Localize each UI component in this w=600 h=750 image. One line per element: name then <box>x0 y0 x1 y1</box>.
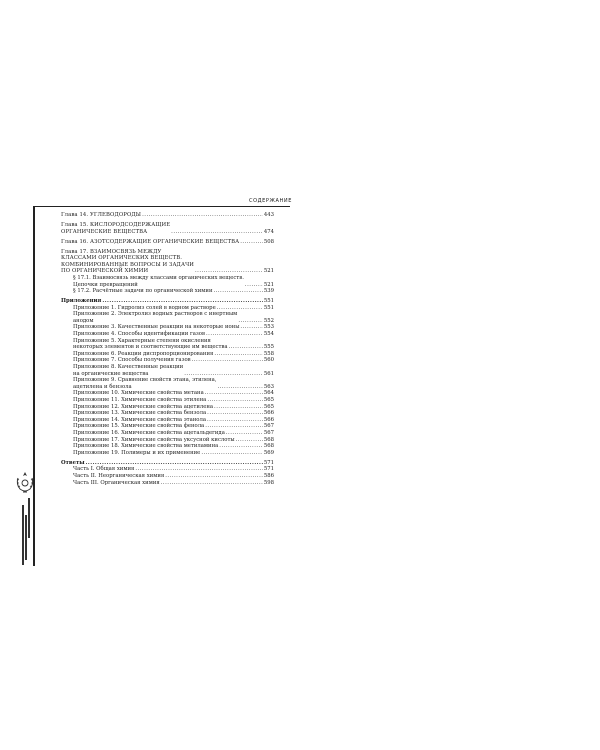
appendix-title: Приложения <box>61 298 102 305</box>
appendix-item-title: Приложение 19. Полимеры и их применение <box>73 449 201 456</box>
leader-dots <box>165 473 263 480</box>
chapter-16-entry[interactable] <box>61 239 274 246</box>
appendix-item-page: 551 <box>263 304 274 311</box>
appendix-item-page: 561 <box>263 370 274 377</box>
appendix-item-title: Приложение 1. Гидролиз солей в водном растворе <box>73 304 216 311</box>
answers-item-title: Часть III. Органическая химия <box>73 479 160 486</box>
leader-dots <box>226 430 263 437</box>
chapter-15-title: КИСЛОРОДСОДЕРЖАЩИЕ ОРГАНИЧЕСКИЕ ВЕЩЕСТВА <box>61 221 171 235</box>
chapter-14-entry[interactable] <box>61 212 274 219</box>
leader-dots <box>161 480 263 487</box>
answers-item-title: Часть II. Неорганическая химия <box>73 472 165 479</box>
appendix-item-page: 568 <box>263 436 274 443</box>
leader-dots <box>238 318 263 325</box>
appendix-item-entry[interactable] <box>61 305 274 312</box>
leader-dots <box>102 298 263 305</box>
leader-dots <box>207 397 263 404</box>
answers-list <box>61 466 274 486</box>
appendix-item-title: Приложение 8. Качественные реакции на органические вещества <box>73 364 184 377</box>
leader-dots <box>135 466 263 473</box>
side-rule <box>33 206 35 566</box>
answers-item-title: Часть I. Общая химия <box>73 466 135 473</box>
appendix-item-entry[interactable] <box>61 338 274 351</box>
appendix-item-title: Приложение 17. Химические свойства уксусной кислоты <box>73 436 235 443</box>
answers-title: Ответы <box>61 459 85 466</box>
appendix-item-page: 566 <box>263 410 274 417</box>
appendix-item-page: 565 <box>263 397 274 403</box>
chapter-15-page: 474 <box>263 228 274 235</box>
section-17-1-page: 521 <box>263 281 274 288</box>
appendix-item-title: Приложение 10. Химические свойства метана <box>73 390 204 397</box>
leader-dots <box>214 351 263 358</box>
appendix-item-title: Приложение 11. Химические свойства этилена <box>73 397 207 403</box>
chapter-15-prefix: Глава 15. <box>61 221 89 228</box>
chapter-17-entry[interactable] <box>61 249 274 275</box>
appendix-item-page: 554 <box>263 331 274 338</box>
leader-dots <box>184 371 263 378</box>
appendix-item-title: Приложение 7. Способы получения газов <box>73 357 191 364</box>
appendix-item-title: Приложение 9. Сравнение свойств этана, этилена, ацетилена и бензола <box>73 377 217 390</box>
chapter-14-prefix: Глава 14. <box>61 212 89 218</box>
chapter-17-title: ВЗАИМОСВЯЗЬ МЕЖДУ КЛАССАМИ ОРГАНИЧЕСКИХ ВЕЩЕСТВ. КОМБИНИРОВАННЫЕ ВОПРОСЫ И ЗАДАЧИ ПО ОРГАНИЧЕСКОЙ ХИМИИ <box>61 248 194 275</box>
leader-dots <box>240 324 262 331</box>
appendix-item-page: 558 <box>263 350 274 357</box>
appendix-item-entry[interactable] <box>61 390 274 397</box>
answers-item-entry[interactable] <box>61 480 274 487</box>
leader-dots <box>214 404 263 411</box>
chapter-16-title: АЗОТСОДЕРЖАЩИЕ ОРГАНИЧЕСКИЕ ВЕЩЕСТВА <box>89 238 240 245</box>
section-17-1-entry[interactable] <box>61 275 274 288</box>
leader-dots <box>142 212 263 219</box>
appendix-item-title: Приложение 4. Способы идентификации газов <box>73 331 205 338</box>
answers-item-page: 571 <box>263 466 274 473</box>
ornament-line-3 <box>28 498 30 538</box>
leader-dots <box>245 282 263 289</box>
appendix-entry[interactable] <box>61 298 274 305</box>
appendix-item-title: Приложение 2. Электролиз водных растворов с инертным анодом <box>73 311 238 324</box>
chapter-16-prefix: Глава 16. <box>61 238 89 245</box>
appendix-item-page: 560 <box>263 357 274 364</box>
appendix-item-entry[interactable] <box>61 423 274 430</box>
ornament-line-2 <box>25 515 27 560</box>
answers-page: 571 <box>263 459 274 466</box>
appendix-item-page: 565 <box>263 403 274 410</box>
appendix-item-page: 563 <box>263 383 274 390</box>
appendix-list <box>61 305 274 457</box>
appendix-item-page: 569 <box>263 449 274 456</box>
appendix-item-page: 553 <box>263 324 274 331</box>
leader-dots <box>205 423 263 430</box>
leader-dots <box>195 268 263 275</box>
appendix-item-entry[interactable] <box>61 443 274 450</box>
appendix-item-entry[interactable] <box>61 410 274 417</box>
leader-dots <box>207 417 263 424</box>
appendix-item-page: 566 <box>263 416 274 423</box>
header-rule <box>33 206 290 207</box>
appendix-item-page: 568 <box>263 443 274 450</box>
appendix-item-title: Приложение 5. Характерные степени окисления некоторых элементов и соответствующие им вещества <box>73 337 228 351</box>
chapter-17-page: 521 <box>263 268 274 275</box>
running-header: СОДЕРЖАНИЕ <box>249 198 292 204</box>
section-17-2-title: § 17.2. Расчётные задачи по органической химии <box>73 288 213 295</box>
answers-item-entry[interactable] <box>61 466 274 473</box>
leader-dots <box>205 390 263 397</box>
section-17-2-page: 539 <box>263 288 274 295</box>
appendix-item-title: Приложение 12. Химические свойства ацетилена <box>73 403 214 410</box>
leader-dots <box>201 450 263 457</box>
leader-dots <box>218 384 263 391</box>
appendix-item-entry[interactable] <box>61 364 274 377</box>
leader-dots <box>219 443 263 450</box>
chapter-16-page: 508 <box>263 238 274 245</box>
appendix-item-title: Приложение 6. Реакции диспропорционирования <box>73 350 214 357</box>
chapter-14-page: 443 <box>263 212 274 218</box>
appendix-item-entry[interactable] <box>61 357 274 364</box>
answers-item-page: 586 <box>263 472 274 479</box>
appendix-item-page: 552 <box>263 317 274 324</box>
leader-dots <box>171 229 263 236</box>
appendix-item-title: Приложение 13. Химические свойства бензола <box>73 410 207 417</box>
appendix-item-entry[interactable] <box>61 430 274 437</box>
appendix-item-entry[interactable] <box>61 311 274 324</box>
leader-dots <box>207 410 263 417</box>
appendix-item-entry[interactable] <box>61 397 274 404</box>
leader-dots <box>192 357 263 364</box>
leader-dots <box>214 288 263 295</box>
appendix-item-page: 567 <box>263 429 274 436</box>
chapter-14-title: УГЛЕВОДОРОДЫ <box>89 212 142 218</box>
appendix-item-page: 555 <box>263 344 274 351</box>
appendix-item-entry[interactable] <box>61 437 274 444</box>
leader-dots <box>240 239 263 246</box>
leader-dots <box>217 305 263 312</box>
answers-item-page: 598 <box>263 479 274 486</box>
section-17-2-entry[interactable] <box>61 288 274 295</box>
appendix-item-entry[interactable] <box>61 331 274 338</box>
appendix-item-title: Приложение 15. Химические свойства фенола <box>73 423 205 430</box>
leader-dots <box>236 437 263 444</box>
section-17-1-title: § 17.1. Взаимосвязь между классами органических веществ. Цепочки превращений <box>73 274 244 288</box>
appendix-item-title: Приложение 3. Качественные реакции на некоторые ионы <box>73 324 240 331</box>
leader-dots <box>206 331 263 338</box>
appendix-item-page: 567 <box>263 423 274 430</box>
laurel-emblem-icon <box>14 470 36 494</box>
appendix-item-entry[interactable] <box>61 450 274 457</box>
chapter-15-entry[interactable] <box>61 222 274 235</box>
answers-item-entry[interactable] <box>61 473 274 480</box>
appendix-page: 551 <box>263 298 274 305</box>
leader-dots <box>229 344 263 351</box>
appendix-item-page: 564 <box>263 390 274 397</box>
chapter-17-prefix: Глава 17. <box>61 248 89 255</box>
appendix-item-title: Приложение 16. Химические свойства ацетальдегида <box>73 429 225 436</box>
ornament-line-1 <box>22 505 24 565</box>
table-of-contents <box>61 212 274 486</box>
appendix-item-title: Приложение 14. Химические свойства этанола <box>73 416 206 423</box>
appendix-item-entry[interactable] <box>61 377 274 390</box>
appendix-item-title: Приложение 18. Химические свойства метиламина <box>73 443 219 450</box>
